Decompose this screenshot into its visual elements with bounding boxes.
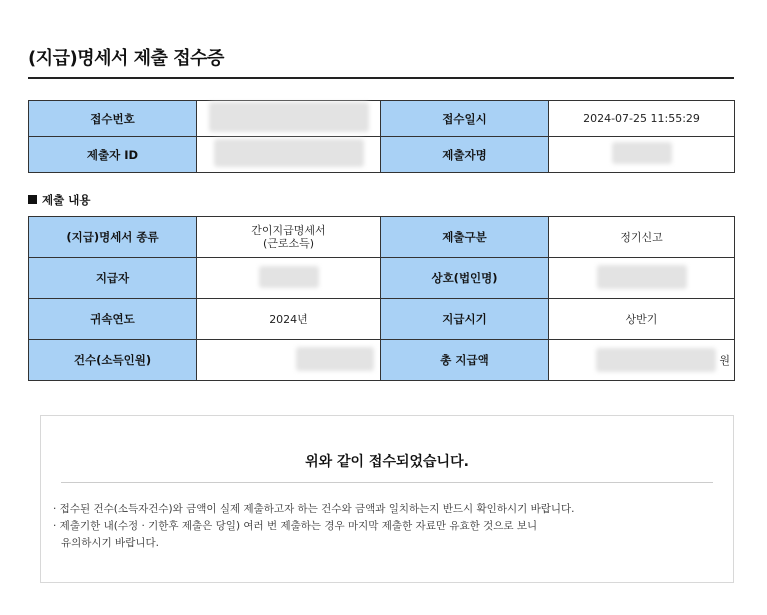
receipt-datetime-value: 2024-07-25 11:55:29	[549, 101, 735, 137]
attribution-year-value: 2024년	[197, 299, 381, 340]
currency-unit: 원	[719, 354, 730, 367]
payment-period-label: 지급시기	[381, 299, 549, 340]
notice-line-3: 유의하시기 바랍니다.	[61, 537, 159, 549]
notice-line-2: · 제출기한 내(수정 · 기한후 제출은 당일) 여러 번 제출하는 경우 마지막 제출한 자료만 유효한 것으로 보니	[53, 520, 538, 532]
redacted-company	[597, 265, 687, 289]
title-divider	[28, 77, 734, 79]
page-title: (지급)명세서 제출 접수증	[28, 48, 224, 69]
submission-content-table	[28, 216, 735, 381]
redacted-count	[296, 347, 374, 371]
submitter-name-label: 제출자명	[381, 137, 549, 173]
submitter-name-value	[549, 137, 735, 173]
notice-title: 위와 같이 접수되었습니다.	[305, 454, 469, 470]
notice-line-1: · 접수된 건수(소득자건수)와 금액이 실제 제출하고자 하는 건수와 금액과 일치하는지 반드시 확인하시기 바랍니다.	[53, 503, 575, 515]
submit-type-value: 정기신고	[549, 217, 735, 258]
payer-value	[197, 258, 381, 299]
attribution-year-label: 귀속연도	[29, 299, 197, 340]
receipt-no-label: 접수번호	[29, 101, 197, 137]
statement-type-value	[197, 217, 381, 258]
statement-type-label: (지급)명세서 종류	[29, 217, 197, 258]
section-label-submission-content	[28, 192, 90, 208]
notice-lines	[53, 501, 575, 552]
payment-period-value: 상반기	[549, 299, 735, 340]
submitter-id-value	[197, 137, 381, 173]
total-amount-label: 총 지급액	[381, 340, 549, 381]
redacted-submitter-id	[214, 139, 364, 167]
redacted-submitter-name	[612, 142, 672, 164]
notice-box	[40, 415, 734, 583]
receipt-info-table	[28, 100, 735, 173]
section-label-text: 제출 내용	[42, 193, 91, 207]
statement-type-line2: (근로소득)	[262, 237, 315, 250]
company-value	[549, 258, 735, 299]
submit-type-label: 제출구분	[381, 217, 549, 258]
receipt-datetime-label: 접수일시	[381, 101, 549, 137]
square-bullet-icon	[28, 195, 37, 204]
payer-label: 지급자	[29, 258, 197, 299]
receipt-no-value	[197, 101, 381, 137]
submitter-id-label: 제출자 ID	[29, 137, 197, 173]
total-amount-value	[549, 340, 735, 381]
redacted-payer	[259, 266, 319, 288]
notice-divider	[61, 482, 713, 483]
company-label: 상호(법인명)	[381, 258, 549, 299]
redacted-total-amount	[596, 348, 716, 372]
redacted-receipt-no	[209, 102, 369, 132]
count-value	[197, 340, 381, 381]
statement-type-line1: 간이지급명세서	[251, 224, 326, 237]
count-label: 건수(소득인원)	[29, 340, 197, 381]
